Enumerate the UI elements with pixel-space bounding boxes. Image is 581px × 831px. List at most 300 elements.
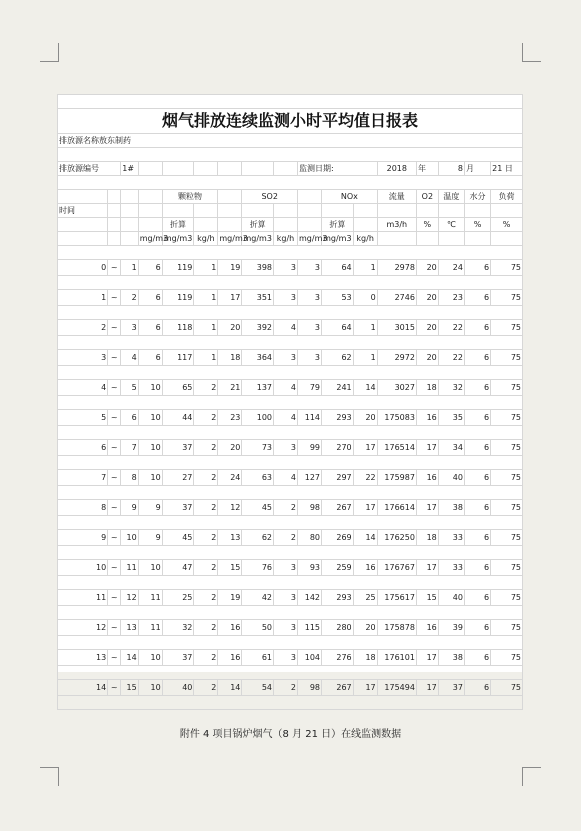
cell-s: 18 [218, 350, 242, 366]
cell-temp: 34 [438, 440, 464, 456]
cell-pc: 37 [162, 440, 194, 456]
cell-nk: 16 [353, 560, 377, 576]
cell-pk: 2 [194, 560, 218, 576]
cell-s: 17 [218, 290, 242, 306]
cell-nk: 20 [353, 620, 377, 636]
header-converted: 折算 [322, 218, 354, 232]
cell-pk: 2 [194, 590, 218, 606]
cell-start-hour: 8 [58, 500, 108, 516]
spacer-row [58, 546, 523, 560]
cell-nc: 270 [322, 440, 354, 456]
document-caption: 附件 4 项目锅炉烟气（8 月 21 日）在线监测数据 [179, 729, 402, 740]
cell-start-hour: 9 [58, 530, 108, 546]
spacer-cell [58, 456, 523, 470]
cell-tilde: ~ [108, 290, 121, 306]
header-flow: 流量 [377, 190, 416, 204]
cell-o2: 16 [416, 470, 438, 486]
cell-tilde: ~ [108, 470, 121, 486]
cell-sk: 3 [274, 560, 298, 576]
cell-h2o: 6 [464, 590, 490, 606]
spacer-row [58, 306, 523, 320]
cell-sc: 54 [242, 680, 274, 696]
cell-nk: 17 [353, 500, 377, 516]
cell-o2: 16 [416, 410, 438, 426]
unit-mg: mg/m3 [162, 232, 194, 246]
cell-pc: 25 [162, 590, 194, 606]
cell-p: 9 [138, 500, 162, 516]
header-time: 时间 [58, 204, 108, 218]
spacer-cell [58, 666, 523, 680]
spacer-cell [58, 276, 523, 290]
cell-o2: 17 [416, 650, 438, 666]
cell-flow: 175617 [377, 590, 416, 606]
cell-pc: 32 [162, 620, 194, 636]
header-so2: SO2 [242, 190, 298, 204]
cell-tilde: ~ [108, 590, 121, 606]
spacer-row [58, 336, 523, 350]
cell-sk: 3 [274, 290, 298, 306]
cell-start-hour: 11 [58, 590, 108, 606]
cell-nk: 1 [353, 350, 377, 366]
unit-mg: mg/m3 [218, 232, 242, 246]
cell-nk: 22 [353, 470, 377, 486]
spacer-row [58, 456, 523, 470]
cell-n: 127 [298, 470, 322, 486]
cell-p: 10 [138, 380, 162, 396]
cell-flow: 3027 [377, 380, 416, 396]
cell-end: 10 [121, 530, 138, 546]
cell-temp: 24 [438, 260, 464, 276]
cell-pk: 2 [194, 620, 218, 636]
cell-sk: 3 [274, 260, 298, 276]
cell-pk: 1 [194, 350, 218, 366]
spacer-cell [58, 696, 523, 710]
cell-end: 7 [121, 440, 138, 456]
year-label: 年 [416, 162, 438, 176]
cell-sk: 4 [274, 380, 298, 396]
cell-s: 16 [218, 620, 242, 636]
cell-start-hour: 1 [58, 290, 108, 306]
table-row [58, 560, 523, 576]
cell-sc: 100 [242, 410, 274, 426]
cell-flow: 176101 [377, 650, 416, 666]
cell-nk: 14 [353, 530, 377, 546]
cell-n: 98 [298, 680, 322, 696]
cell-p: 10 [138, 440, 162, 456]
cell-load: 75 [491, 260, 523, 276]
cell-pk: 2 [194, 440, 218, 456]
cell-n: 80 [298, 530, 322, 546]
cell-temp: 22 [438, 350, 464, 366]
cell-pc: 27 [162, 470, 194, 486]
spacer-row [58, 516, 523, 530]
cell-nc: 267 [322, 500, 354, 516]
cell-p: 6 [138, 260, 162, 276]
cell-start-hour: 2 [58, 320, 108, 336]
cell-pc: 47 [162, 560, 194, 576]
cell-sc: 364 [242, 350, 274, 366]
cell-temp: 33 [438, 530, 464, 546]
cell-tilde: ~ [108, 530, 121, 546]
header-nox: NOx [322, 190, 378, 204]
cell-nk: 0 [353, 290, 377, 306]
month-value: 8 [438, 162, 464, 176]
unit-mg: mg/m3 [242, 232, 274, 246]
spacer-row [58, 486, 523, 500]
month-label: 月 [464, 162, 490, 176]
spacer-cell [58, 546, 523, 560]
cell-o2: 17 [416, 500, 438, 516]
cell-flow: 2978 [377, 260, 416, 276]
cell-start-hour: 5 [58, 410, 108, 426]
cell-sc: 76 [242, 560, 274, 576]
cell-p: 11 [138, 590, 162, 606]
cell-s: 20 [218, 320, 242, 336]
cell-end: 14 [121, 650, 138, 666]
cell-sk: 4 [274, 470, 298, 486]
spacer-cell [58, 516, 523, 530]
cell-temp: 23 [438, 290, 464, 306]
cell-sc: 61 [242, 650, 274, 666]
cell-o2: 16 [416, 620, 438, 636]
cell-nk: 17 [353, 440, 377, 456]
spacer-cell [58, 636, 523, 650]
cell-nc: 259 [322, 560, 354, 576]
cell-tilde: ~ [108, 320, 121, 336]
cell-tilde: ~ [108, 650, 121, 666]
table-row [58, 320, 523, 336]
cell-h2o: 6 [464, 320, 490, 336]
cell-s: 21 [218, 380, 242, 396]
cell-pk: 2 [194, 650, 218, 666]
cell-nk: 20 [353, 410, 377, 426]
spacer-cell [58, 426, 523, 440]
cell-o2: 20 [416, 350, 438, 366]
table-row [58, 440, 523, 456]
table-row [58, 470, 523, 486]
cell-p: 6 [138, 320, 162, 336]
cell-temp: 32 [438, 380, 464, 396]
cell-nc: 267 [322, 680, 354, 696]
cell-tilde: ~ [108, 620, 121, 636]
table-row [58, 500, 523, 516]
cell-pc: 44 [162, 410, 194, 426]
cell-sk: 3 [274, 440, 298, 456]
cell-flow: 175878 [377, 620, 416, 636]
cell-sk: 3 [274, 350, 298, 366]
cell-h2o: 6 [464, 620, 490, 636]
cell-nc: 62 [322, 350, 354, 366]
cell-sk: 2 [274, 530, 298, 546]
cell-temp: 40 [438, 590, 464, 606]
cell-load: 75 [491, 680, 523, 696]
cell-s: 23 [218, 410, 242, 426]
cell-flow: 175083 [377, 410, 416, 426]
cell-nk: 17 [353, 680, 377, 696]
cell-nc: 297 [322, 470, 354, 486]
header-particulate: 颗粒物 [162, 190, 218, 204]
cell-h2o: 6 [464, 650, 490, 666]
cell-temp: 33 [438, 560, 464, 576]
cell-p: 10 [138, 650, 162, 666]
cell-h2o: 6 [464, 560, 490, 576]
cell-end: 6 [121, 410, 138, 426]
header-converted: 折算 [162, 218, 194, 232]
unit-mg: mg/m3 [138, 232, 162, 246]
cell-start-hour: 10 [58, 560, 108, 576]
cell-pk: 1 [194, 290, 218, 306]
spacer-cell [58, 576, 523, 590]
cell-start-hour: 12 [58, 620, 108, 636]
cell-flow: 176514 [377, 440, 416, 456]
cell-pc: 117 [162, 350, 194, 366]
cell-end: 2 [121, 290, 138, 306]
cell-nk: 1 [353, 320, 377, 336]
cell-h2o: 6 [464, 350, 490, 366]
cell-load: 75 [491, 470, 523, 486]
cell-n: 99 [298, 440, 322, 456]
cell-sk: 4 [274, 320, 298, 336]
day-value: 21 [492, 163, 503, 173]
cell-sk: 2 [274, 500, 298, 516]
cell-pk: 2 [194, 470, 218, 486]
spacer-row [58, 396, 523, 410]
table-row [58, 380, 523, 396]
cell-pk: 2 [194, 500, 218, 516]
cell-load: 75 [491, 410, 523, 426]
cell-sc: 62 [242, 530, 274, 546]
cell-end: 1 [121, 260, 138, 276]
source-id: 1# [121, 162, 138, 176]
cell-nk: 14 [353, 380, 377, 396]
cell-n: 93 [298, 560, 322, 576]
unit-mg: mg/m3 [322, 232, 354, 246]
unit-kg: kg/h [274, 232, 298, 246]
report-title: 烟气排放连续监测小时平均值日报表 [58, 109, 523, 134]
cell-nc: 269 [322, 530, 354, 546]
cell-pk: 2 [194, 530, 218, 546]
cell-nc: 53 [322, 290, 354, 306]
cell-p: 6 [138, 290, 162, 306]
cell-sc: 63 [242, 470, 274, 486]
cell-start-hour: 0 [58, 260, 108, 276]
cell-end: 13 [121, 620, 138, 636]
cell-start-hour: 4 [58, 380, 108, 396]
cell-pc: 45 [162, 530, 194, 546]
unit-mg: mg/m3 [298, 232, 322, 246]
cell-flow: 2972 [377, 350, 416, 366]
cell-h2o: 6 [464, 410, 490, 426]
spacer-row [58, 696, 523, 710]
cell-h2o: 6 [464, 440, 490, 456]
cell-h2o: 6 [464, 380, 490, 396]
cell-load: 75 [491, 440, 523, 456]
header-load: 负荷 [491, 190, 523, 204]
cell-h2o: 6 [464, 680, 490, 696]
spacer-row [58, 576, 523, 590]
spacer-cell [58, 396, 523, 410]
cell-s: 20 [218, 440, 242, 456]
spreadsheet-report [57, 94, 523, 692]
cell-tilde: ~ [108, 380, 121, 396]
cell-sc: 137 [242, 380, 274, 396]
cell-h2o: 6 [464, 530, 490, 546]
cell-flow: 175987 [377, 470, 416, 486]
cell-load: 75 [491, 290, 523, 306]
cell-nk: 25 [353, 590, 377, 606]
cell-load: 75 [491, 620, 523, 636]
cell-flow: 176767 [377, 560, 416, 576]
cell-nc: 276 [322, 650, 354, 666]
report-table [57, 94, 523, 710]
unit-percent: % [464, 218, 490, 232]
cell-p: 10 [138, 560, 162, 576]
cell-n: 114 [298, 410, 322, 426]
cell-end: 9 [121, 500, 138, 516]
cell-sc: 73 [242, 440, 274, 456]
cell-p: 10 [138, 470, 162, 486]
cell-tilde: ~ [108, 260, 121, 276]
spacer-cell [58, 486, 523, 500]
table-row [58, 620, 523, 636]
cell-temp: 35 [438, 410, 464, 426]
unit-kg: kg/h [353, 232, 377, 246]
cell-sc: 50 [242, 620, 274, 636]
unit-degree: ℃ [438, 218, 464, 232]
cell-start-hour: 7 [58, 470, 108, 486]
unit-percent: % [491, 218, 523, 232]
table-row [58, 680, 523, 696]
cell-sc: 45 [242, 500, 274, 516]
spacer-row [58, 426, 523, 440]
cell-flow: 176250 [377, 530, 416, 546]
cell-temp: 38 [438, 650, 464, 666]
cell-load: 75 [491, 560, 523, 576]
cell-end: 5 [121, 380, 138, 396]
cell-p: 9 [138, 530, 162, 546]
table-row [58, 530, 523, 546]
spacer-row [58, 636, 523, 650]
cell-flow: 2746 [377, 290, 416, 306]
cell-s: 24 [218, 470, 242, 486]
cell-pc: 37 [162, 650, 194, 666]
cell-sk: 4 [274, 410, 298, 426]
table-row [58, 650, 523, 666]
spacer-cell [58, 366, 523, 380]
unit-flow: m3/h [377, 218, 416, 232]
cell-temp: 37 [438, 680, 464, 696]
cell-start-hour: 14 [58, 680, 108, 696]
source-id-label: 排放源编号 [58, 162, 121, 176]
cell-load: 75 [491, 380, 523, 396]
spacer-row [58, 606, 523, 620]
cell-end: 15 [121, 680, 138, 696]
cell-end: 11 [121, 560, 138, 576]
cell-pc: 37 [162, 500, 194, 516]
year-value: 2018 [377, 162, 416, 176]
header-o2: O2 [416, 190, 438, 204]
cell-pk: 1 [194, 320, 218, 336]
cell-pk: 2 [194, 380, 218, 396]
header-temp: 温度 [438, 190, 464, 204]
cell-o2: 17 [416, 680, 438, 696]
cell-o2: 15 [416, 590, 438, 606]
cell-pk: 2 [194, 680, 218, 696]
cell-tilde: ~ [108, 500, 121, 516]
header-converted: 折算 [242, 218, 274, 232]
spacer-cell [58, 306, 523, 320]
cell-s: 16 [218, 650, 242, 666]
cell-o2: 17 [416, 560, 438, 576]
cell-p: 11 [138, 620, 162, 636]
cell-load: 75 [491, 500, 523, 516]
cell-start-hour: 13 [58, 650, 108, 666]
cell-load: 75 [491, 350, 523, 366]
cell-sc: 351 [242, 290, 274, 306]
day-label: 日 [504, 163, 513, 173]
table-row [58, 260, 523, 276]
cell-n: 79 [298, 380, 322, 396]
cell-tilde: ~ [108, 350, 121, 366]
cell-o2: 20 [416, 260, 438, 276]
cell-s: 19 [218, 590, 242, 606]
cell-load: 75 [491, 650, 523, 666]
cell-end: 12 [121, 590, 138, 606]
table-row [58, 290, 523, 306]
cell-temp: 38 [438, 500, 464, 516]
cell-start-hour: 6 [58, 440, 108, 456]
cell-load: 75 [491, 530, 523, 546]
table-row [58, 590, 523, 606]
cell-sk: 3 [274, 650, 298, 666]
crop-mark-top-right [522, 43, 541, 62]
cell-load: 75 [491, 320, 523, 336]
cell-nc: 241 [322, 380, 354, 396]
cell-nc: 64 [322, 320, 354, 336]
cell-o2: 18 [416, 380, 438, 396]
cell-o2: 18 [416, 530, 438, 546]
cell-flow: 175494 [377, 680, 416, 696]
cell-tilde: ~ [108, 560, 121, 576]
cell-temp: 39 [438, 620, 464, 636]
cell-o2: 20 [416, 320, 438, 336]
cell-sc: 42 [242, 590, 274, 606]
cell-o2: 17 [416, 440, 438, 456]
cell-end: 8 [121, 470, 138, 486]
day-cell [491, 162, 523, 176]
cell-pc: 65 [162, 380, 194, 396]
spacer-cell [58, 336, 523, 350]
header-moisture: 水分 [464, 190, 490, 204]
cell-n: 3 [298, 290, 322, 306]
cell-sk: 3 [274, 620, 298, 636]
cell-h2o: 6 [464, 290, 490, 306]
spacer-row [58, 276, 523, 290]
cell-sc: 398 [242, 260, 274, 276]
cell-s: 12 [218, 500, 242, 516]
cell-h2o: 6 [464, 500, 490, 516]
cell-pc: 119 [162, 290, 194, 306]
cell-pk: 1 [194, 260, 218, 276]
spacer-row [58, 666, 523, 680]
cell-pc: 40 [162, 680, 194, 696]
crop-mark-bottom-right [522, 767, 541, 786]
cell-h2o: 6 [464, 470, 490, 486]
cell-nk: 18 [353, 650, 377, 666]
cell-n: 142 [298, 590, 322, 606]
unit-kg: kg/h [194, 232, 218, 246]
cell-n: 3 [298, 350, 322, 366]
